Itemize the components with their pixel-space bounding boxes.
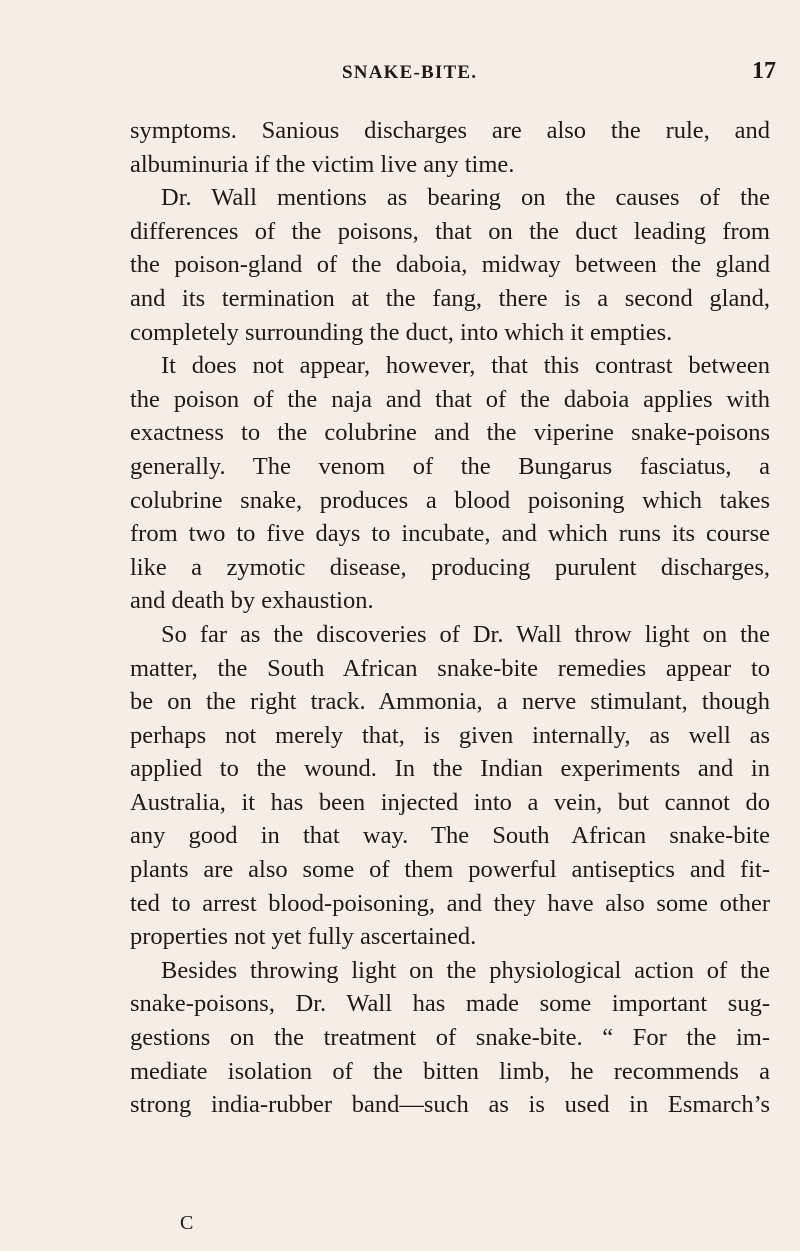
body-text [130, 114, 770, 1122]
text-line: and its termination at the fang, there is a second gland, [130, 284, 770, 312]
text-line: be on the right track. Ammonia, a nerve stimulant, though [130, 688, 770, 716]
text-line: like a zymotic disease, producing purulent discharges, [130, 553, 770, 581]
text-line: Besides throwing light on the physiological action of the [161, 956, 770, 984]
text-line: and death by exhaustion. [130, 587, 374, 615]
text-line: So far as the discoveries of Dr. Wall throw light on the [161, 620, 770, 648]
text-line: the poison of the naja and that of the daboia applies with [130, 385, 770, 413]
text-line: from two to five days to incubate, and which runs its course [130, 520, 770, 548]
running-head: SNAKE-BITE. [342, 62, 478, 83]
text-line: gestions on the treatment of snake-bite. “ For the im- [130, 1024, 770, 1052]
text-line: Australia, it has been injected into a vein, but cannot do [130, 788, 770, 816]
page-number: 17 [752, 58, 776, 84]
text-line: the poison-gland of the daboia, midway between the gland [130, 251, 770, 279]
text-line: properties not yet fully ascertained. [130, 923, 477, 951]
text-line: exactness to the colubrine and the viperine snake-poisons [130, 419, 770, 447]
text-line: perhaps not merely that, is given internally, as well as [130, 721, 770, 749]
text-line: colubrine snake, produces a blood poisoning which takes [130, 486, 770, 514]
text-line: snake-poisons, Dr. Wall has made some important sug- [130, 990, 770, 1018]
text-line: matter, the South African snake-bite remedies appear to [130, 654, 770, 682]
text-line: It does not appear, however, that this contrast between [161, 352, 770, 380]
text-line: mediate isolation of the bitten limb, he recommends a [130, 1057, 770, 1085]
text-line: ted to arrest blood-poisoning, and they have also some other [130, 889, 770, 917]
text-line: differences of the poisons, that on the duct leading from [130, 217, 770, 245]
text-line: albuminuria if the victim live any time. [130, 150, 515, 178]
text-line: applied to the wound. In the Indian experiments and in [130, 755, 770, 783]
signature-mark: C [180, 1212, 194, 1234]
text-line: strong india-rubber band—such as is used in Esmarch’s [130, 1091, 770, 1119]
text-line: plants are also some of them powerful antiseptics and fit- [130, 856, 770, 884]
text-line: completely surrounding the duct, into which it empties. [130, 318, 673, 346]
text-line: any good in that way. The South African snake-bite [130, 822, 770, 850]
text-line: generally. The venom of the Bungarus fasciatus, a [130, 452, 770, 480]
text-line: symptoms. Sanious discharges are also the rule, and [130, 117, 770, 144]
text-line: Dr. Wall mentions as bearing on the causes of the [161, 184, 770, 212]
